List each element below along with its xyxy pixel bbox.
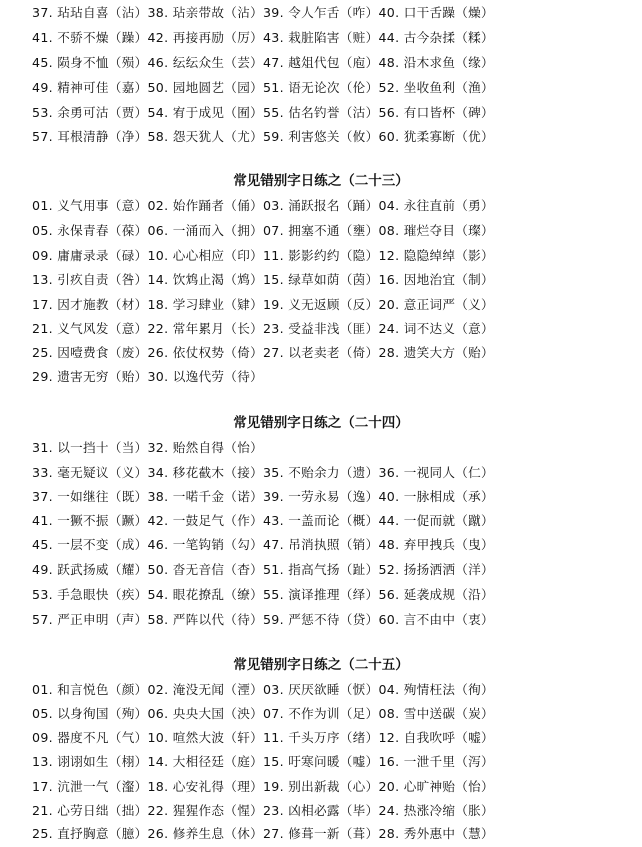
list-item: 09. 器度不凡（气）10. 喧然大波（轩）11. 千头万序（绪）12. 自我吹呼（嘘） — [32, 730, 494, 745]
list-item: 25. 直抒胸意（臆）26. 修养生息（休）27. 修葺一新（葺）28. 秀外惠中（慧） — [32, 826, 494, 841]
list-item: 41. 一獗不振（蹶）42. 一鼓足气（作）43. 一盖而论（概）44. 一促而就（蹴） — [32, 513, 494, 528]
list-item: 25. 因噎费食（废）26. 依仗权势（倚）27. 以老卖老（倚）28. 遗笑大方（贻） — [32, 345, 494, 360]
list-item: 13. 引疚自责（咎）14. 饮鸩止渴（鸩）15. 绿草如荫（茵）16. 因地治宜（制） — [32, 272, 494, 287]
list-item: 17. 沆泄一气（瀣）18. 心安礼得（理）19. 别出新裁（心）20. 心旷神贻（怡） — [32, 779, 494, 794]
list-item: 37. 玷玷自喜（沾）38. 玷亲带故（沾）39. 令人乍舌（咋）40. 口干舌躁（燥） — [32, 5, 494, 20]
list-item: 45. 陨身不恤（殒）46. 纭纭众生（芸）47. 越俎代包（庖）48. 沿木求鱼（缘） — [32, 55, 494, 70]
list-item: 21. 义气风发（意）22. 常年累月（长）23. 受益非浅（匪）24. 词不达义（意） — [32, 321, 494, 336]
list-item: 01. 和言悦色（颜）02. 淹没无闻（湮）03. 厌厌欲睡（恹）04. 殉情枉法（徇） — [32, 682, 494, 697]
section-title: 常见错别字日练之（二十三） — [233, 173, 409, 189]
list-item: 29. 遗害无穷（贻）30. 以逸代劳（待） — [32, 369, 263, 384]
list-item: 33. 毫无疑议（义）34. 移花截木（接）35. 不贻余力（遗）36. 一视同人（仁） — [32, 465, 494, 480]
list-item: 13. 诩诩如生（栩）14. 大相径廷（庭）15. 吁寒问暖（嘘）16. 一泄千里（泻） — [32, 754, 494, 769]
list-item: 49. 精神可佳（嘉）50. 园地圆艺（园）51. 语无论次（伦）52. 坐收鱼利（渔） — [32, 80, 494, 95]
list-item: 21. 心劳日绌（拙）22. 猩猩作态（惺）23. 凶相必露（毕）24. 热涨冷缩（胀） — [32, 803, 494, 818]
list-item: 41. 不骄不燥（躁）42. 再接再励（厉）43. 栽脏陷害（赃）44. 古今杂揉（糅） — [32, 30, 494, 45]
list-item: 17. 因才施教（材）18. 学习肆业（肄）19. 义无返顾（反）20. 意正词严（义） — [32, 297, 494, 312]
list-item: 31. 以一挡十（当）32. 贻然自得（怡） — [32, 440, 263, 455]
section-title: 常见错别字日练之（二十四） — [233, 415, 409, 431]
list-item: 05. 永保青春（葆）06. 一涌而入（拥）07. 拥塞不通（壅）08. 璀烂夺目（璨） — [32, 223, 494, 238]
list-item: 57. 严正申明（声）58. 严阵以代（待）59. 严惩不待（贷）60. 言不由中（衷） — [32, 612, 494, 627]
list-item: 05. 以身徇国（殉）06. 央央大国（泱）07. 不作为训（足）08. 雪中送碳（炭） — [32, 706, 494, 721]
list-item: 49. 跃武扬威（耀）50. 沓无音信（杳）51. 指高气扬（趾）52. 扬扬洒洒（洋） — [32, 562, 494, 577]
list-item: 53. 余勇可沽（贾）54. 宥于成见（囿）55. 估名钓誉（沽）56. 有口皆杯（碑） — [32, 105, 494, 120]
list-item: 53. 手急眼快（疾）54. 眼花撩乱（缭）55. 演译推理（绎）56. 延袭成规（沿） — [32, 587, 494, 602]
list-item: 37. 一如继往（既）38. 一喏千金（诺）39. 一劳永易（逸）40. 一脉相成（承） — [32, 489, 494, 504]
list-item: 01. 义气用事（意）02. 始作踊者（俑）03. 涌跃报名（踊）04. 永往直前（勇） — [32, 198, 494, 213]
section-title: 常见错别字日练之（二十五） — [233, 657, 409, 673]
list-item: 57. 耳根清静（净）58. 怨天犹人（尤）59. 利害悠关（攸）60. 犹柔寡断（优） — [32, 129, 494, 144]
list-item: 45. 一层不变（成）46. 一笔钩销（勾）47. 吊消执照（销）48. 弃甲拽兵（曳） — [32, 537, 494, 552]
list-item: 09. 庸庸录录（碌）10. 心心相应（印）11. 影影约约（隐）12. 隐隐绰绰（影） — [32, 248, 494, 263]
